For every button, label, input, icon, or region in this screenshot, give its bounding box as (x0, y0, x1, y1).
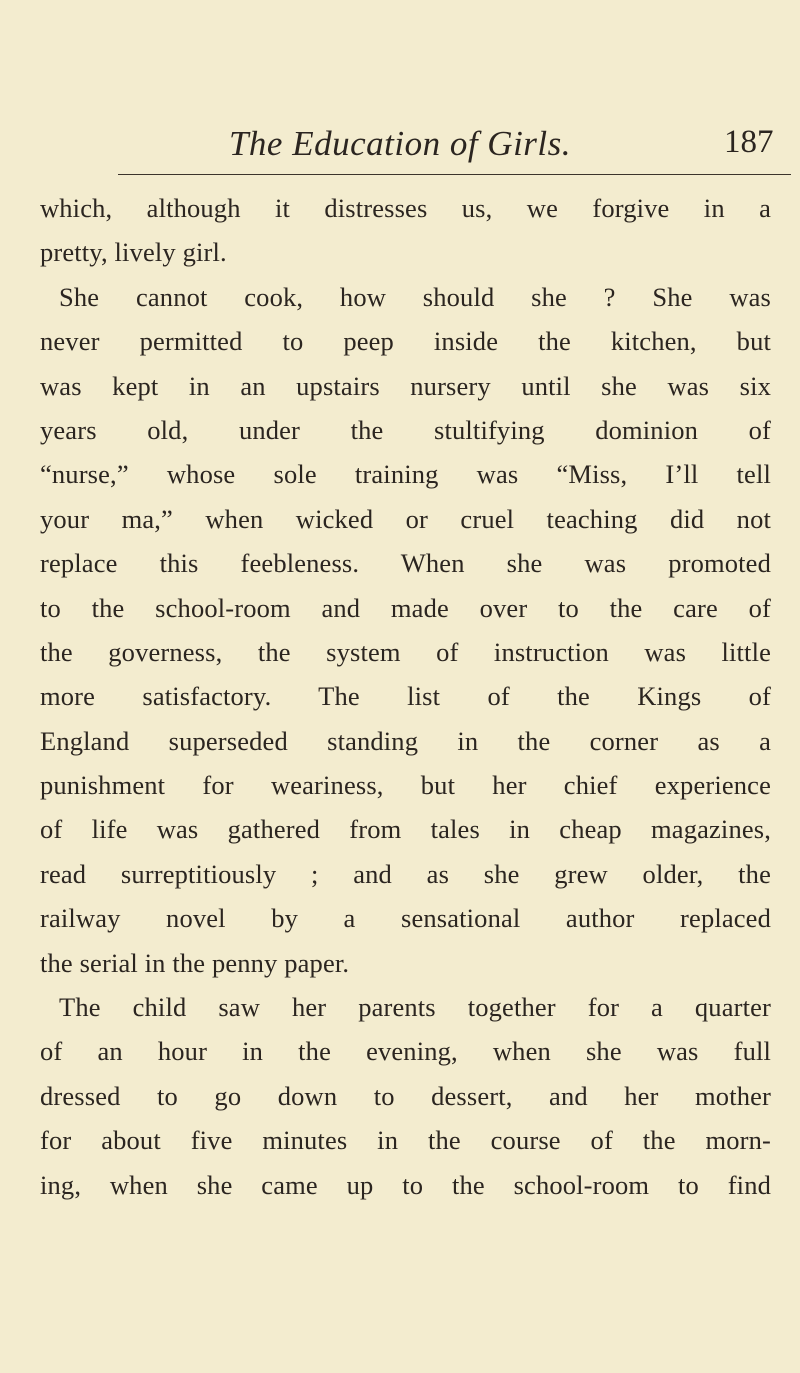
text-line: was kept in an upstairs nursery until she was six (40, 370, 771, 401)
text-line: of life was gathered from tales in cheap magazines, (40, 814, 771, 845)
text-line: the governess, the system of instruction was little (40, 636, 771, 667)
running-head (0, 118, 800, 166)
text-line: “nurse,” whose sole training was “Miss, I’ll tell (40, 459, 771, 490)
text-line: the serial in the penny paper. (40, 947, 350, 978)
text-line: replace this feebleness. When she was promoted (40, 548, 771, 579)
text-line: your ma,” when wicked or cruel teaching did not (40, 503, 771, 534)
text-line: ing, when she came up to the school-room to find (40, 1169, 771, 1200)
text-line: for about five minutes in the course of the morn- (40, 1125, 771, 1156)
text-line: punishment for weariness, but her chief experience (40, 770, 771, 801)
page-number: 187 (724, 124, 774, 160)
text-line: England superseded standing in the corner as a (40, 725, 771, 756)
text-line: read surreptitiously ; and as she grew older, the (40, 858, 771, 889)
text-line: dressed to go down to dessert, and her mother (40, 1080, 771, 1111)
text-line: railway novel by a sensational author replaced (40, 903, 771, 934)
text-line: of an hour in the evening, when she was full (40, 1036, 771, 1067)
text-line: more satisfactory. The list of the Kings of (40, 681, 771, 712)
text-line: The child saw her parents together for a quarter (59, 992, 771, 1023)
body-text (40, 186, 800, 1207)
text-line: never permitted to peep inside the kitchen, but (40, 326, 771, 357)
text-line: pretty, lively girl. (40, 237, 227, 268)
running-title: The Education of Girls. (228, 124, 572, 163)
text-line: which, although it distresses us, we forgive in a (40, 193, 771, 223)
text-line: to the school-room and made over to the care of (40, 592, 771, 623)
header-rule (118, 174, 791, 175)
text-line: years old, under the stultifying dominion of (40, 414, 771, 445)
text-line: She cannot cook, how should she ? She was (59, 281, 771, 312)
